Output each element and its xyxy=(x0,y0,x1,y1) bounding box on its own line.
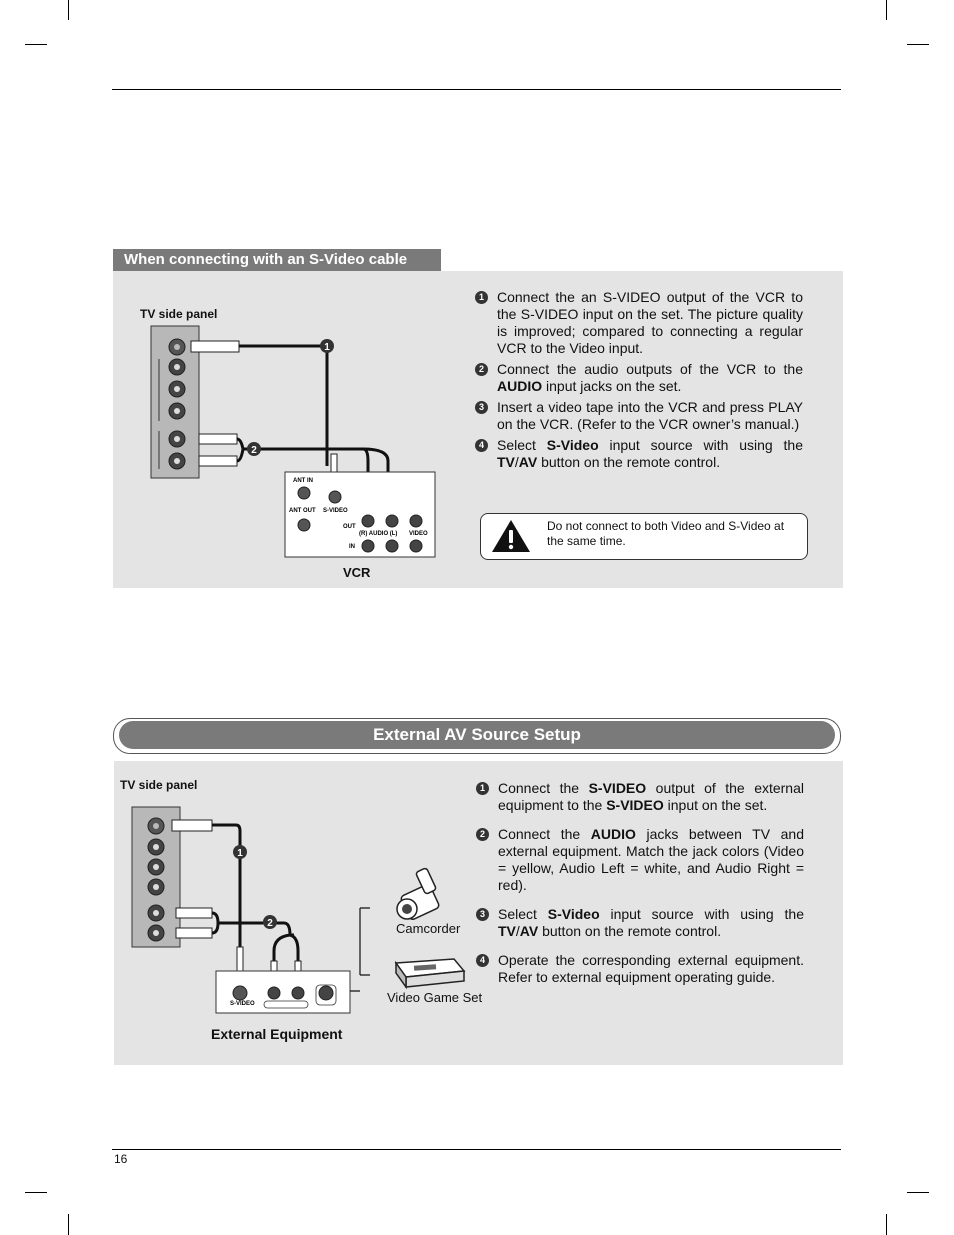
audio-cable xyxy=(212,913,298,966)
step-number: 1 xyxy=(476,782,489,795)
step-4 xyxy=(476,952,804,986)
step-text-bold: S-VIDEO xyxy=(606,797,664,813)
game-set-label: Video Game Set xyxy=(387,990,483,1005)
vcr-out-label: OUT xyxy=(343,524,356,530)
vcr-in-jack xyxy=(410,540,422,552)
camcorder-label: Camcorder xyxy=(396,921,461,936)
svideo-plug xyxy=(237,947,243,973)
audio-plug xyxy=(199,456,237,466)
av-connection-diagram xyxy=(114,761,494,1065)
external-equipment-label: External Equipment xyxy=(211,1026,343,1042)
callout-2-label: 2 xyxy=(251,445,257,456)
step-number: 4 xyxy=(475,439,488,452)
vcr-in-jack xyxy=(386,540,398,552)
step-4 xyxy=(475,437,803,471)
step-text-bold: AUDIO xyxy=(497,378,543,394)
step-text-bold: S-VIDEO xyxy=(588,780,647,796)
vcr-ant-out-label: ANT OUT xyxy=(289,508,316,514)
step-text: Insert a video tape into the VCR and press PLAY on the VCR. (Refer to the VCR owner’s manual.) xyxy=(497,399,803,432)
crop-mark xyxy=(25,1192,47,1193)
step-text: Select xyxy=(498,906,548,922)
section-heading-svideo: When connecting with an S-Video cable xyxy=(113,249,441,271)
vcr-audio-label: (R) AUDIO (L) xyxy=(359,531,398,537)
step-text: input jacks on the set. xyxy=(542,378,682,394)
svideo-steps xyxy=(475,289,803,471)
step-number: 4 xyxy=(476,954,489,967)
step-2 xyxy=(476,826,804,894)
warning-icon xyxy=(491,519,531,553)
device-bracket xyxy=(350,908,370,991)
step-text: Select xyxy=(497,437,547,453)
vcr-audio-l-jack xyxy=(386,515,398,527)
ext-video-jack xyxy=(319,986,333,1000)
step-text: / xyxy=(515,923,520,939)
footer-rule xyxy=(112,1149,841,1150)
step-text: jacks between TV and external equipment. Match the jack colors (Video = yellow, Audio Left = white, and Audio Right = red). xyxy=(498,826,805,893)
vcr-label: VCR xyxy=(343,565,371,580)
step-3 xyxy=(476,906,804,940)
step-2 xyxy=(475,361,803,395)
vcr-audio-r-jack xyxy=(362,515,374,527)
crop-mark xyxy=(68,1214,69,1235)
step-1 xyxy=(475,289,803,357)
vcr-video-jack xyxy=(410,515,422,527)
camcorder-icon xyxy=(397,868,440,921)
step-text: button on the remote control. xyxy=(537,454,721,470)
warning-text: Do not connect to both Video and S-Video at the same time. xyxy=(547,519,785,548)
game-console-icon xyxy=(396,959,464,987)
callout-2-label: 2 xyxy=(267,918,273,929)
vcr-svideo-label: S-VIDEO xyxy=(323,508,348,514)
step-number: 1 xyxy=(475,291,488,304)
svideo-plug xyxy=(191,341,239,352)
step-number: 2 xyxy=(475,363,488,376)
av-steps xyxy=(476,780,804,986)
vcr-svideo-jack xyxy=(329,491,341,503)
vcr-video-label: VIDEO xyxy=(409,531,428,537)
vcr-in-jack xyxy=(362,540,374,552)
crop-mark xyxy=(25,44,47,45)
crop-mark xyxy=(68,0,69,20)
svideo-connection-diagram xyxy=(113,271,463,588)
step-text-bold: AUDIO xyxy=(590,826,636,842)
step-text: Connect the xyxy=(498,826,591,842)
callout-1-label: 1 xyxy=(324,342,330,353)
step-number: 3 xyxy=(475,401,488,414)
ext-audio-r-jack xyxy=(268,987,280,999)
step-text: / xyxy=(514,454,519,470)
step-text: output of the external equipment to the xyxy=(498,780,804,813)
warning-box xyxy=(480,513,808,560)
vcr-in-label: IN xyxy=(349,544,355,550)
step-text-bold: S-Video xyxy=(546,437,599,453)
crop-mark xyxy=(907,44,929,45)
audio-plug xyxy=(199,434,237,444)
step-text: Connect the an S-VIDEO output of the VCR to the S-VIDEO input on the set. The picture quality is improved; compared to connecting a regular VCR to the Video input. xyxy=(497,289,803,356)
ext-svideo-jack xyxy=(233,986,247,1000)
step-text: Connect the xyxy=(498,780,589,796)
step-text: Operate the corresponding external equipment. Refer to external equipment operating guide. xyxy=(498,952,804,985)
step-text-bold: AV xyxy=(519,923,539,939)
crop-mark xyxy=(886,1214,887,1235)
step-text: input on the set. xyxy=(663,797,768,813)
tv-side-panel-label: TV side panel xyxy=(140,307,218,321)
crop-mark xyxy=(886,0,887,20)
svideo-plug xyxy=(172,820,212,831)
step-text-bold: S-Video xyxy=(547,906,600,922)
step-3 xyxy=(475,399,803,433)
ext-audio-l-jack xyxy=(292,987,304,999)
ext-svideo-label: S-VIDEO xyxy=(230,1001,255,1007)
step-text: button on the remote control. xyxy=(538,923,722,939)
step-text-bold: AV xyxy=(518,454,538,470)
ant-in-jack xyxy=(298,487,310,499)
audio-plug xyxy=(176,928,212,938)
step-text-bold: TV xyxy=(498,923,516,939)
step-1 xyxy=(476,780,804,814)
vcr-ant-in-label: ANT IN xyxy=(293,478,313,484)
crop-mark xyxy=(907,1192,929,1193)
step-text-bold: TV xyxy=(497,454,515,470)
callout-1-label: 1 xyxy=(237,848,243,859)
section-heading-av: External AV Source Setup xyxy=(119,721,835,749)
step-text: input source with using the xyxy=(598,437,803,453)
tv-side-panel-label-2: TV side panel xyxy=(120,778,198,792)
audio-plug xyxy=(176,908,212,918)
step-text: Connect the audio outputs of the VCR to the xyxy=(497,361,803,377)
step-number: 2 xyxy=(476,828,489,841)
step-text: input source with using the xyxy=(599,906,804,922)
step-number: 3 xyxy=(476,908,489,921)
header-rule xyxy=(112,89,841,90)
ant-out-jack xyxy=(298,519,310,531)
page-number: 16 xyxy=(114,1152,128,1166)
